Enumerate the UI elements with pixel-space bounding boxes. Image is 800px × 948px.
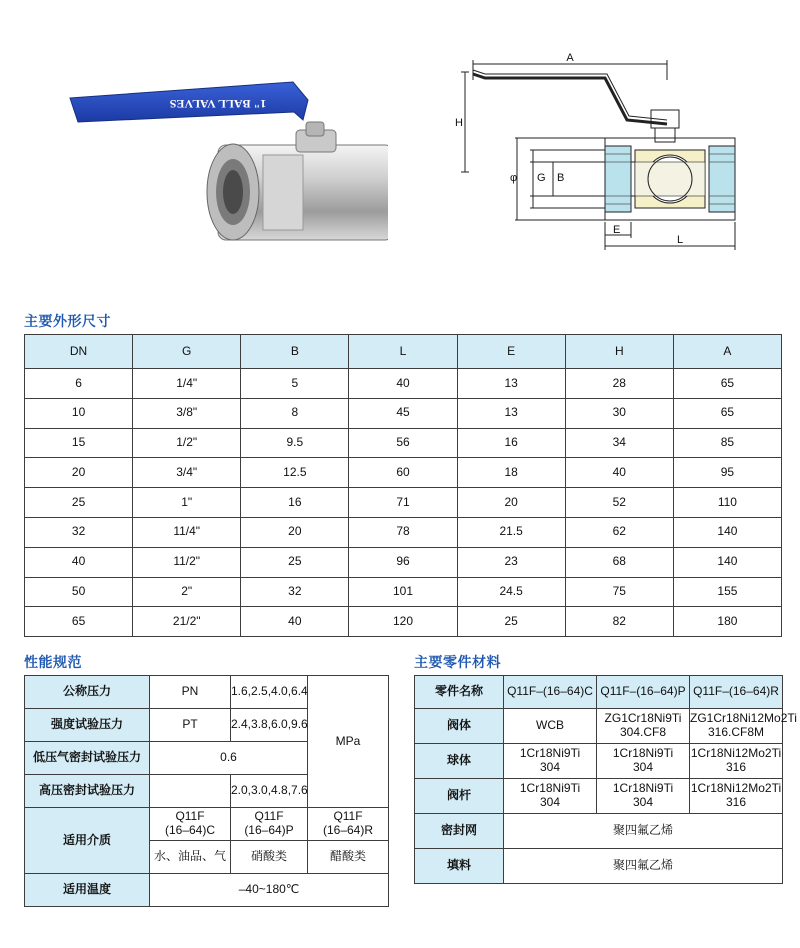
nominal-pressure-values: 1.6,2.5,4.0,6.4 (231, 676, 308, 709)
mat-section-title: 主要零件材料 (414, 655, 501, 671)
label-phi: φ (510, 172, 518, 184)
dims-cell: 110 (673, 488, 781, 518)
strength-test-symbol: PT (150, 709, 231, 742)
mat-header: 零件名称 (415, 676, 504, 709)
temperature-label: 适用温度 (25, 874, 150, 907)
label-L: L (677, 234, 684, 246)
dimensions-table (24, 334, 782, 637)
dims-cell: 12.5 (241, 458, 349, 488)
dims-cell: 23 (457, 547, 565, 577)
dims-cell: 65 (25, 607, 133, 637)
dims-cell: 52 (565, 488, 673, 518)
dims-cell: 155 (673, 577, 781, 607)
mat-header: Q11F–(16–64)P (597, 676, 690, 709)
medium-value: 水、油品、气 (150, 841, 231, 874)
ball-valve-photo (58, 60, 388, 250)
medium-model: Q11F (16–64)P (231, 808, 308, 841)
dims-cell: 21.5 (457, 517, 565, 547)
dims-cell: 40 (565, 458, 673, 488)
handle-text: 1" BALL VALVES (169, 97, 267, 111)
material-cell: 1Cr18Ni12Mo2Ti 316 (690, 744, 783, 779)
dims-cell: 82 (565, 607, 673, 637)
material-cell: 1Cr18Ni9Ti 304 (504, 779, 597, 814)
material-cell: 1Cr18Ni9Ti 304 (597, 779, 690, 814)
dims-cell: 78 (349, 517, 457, 547)
dims-cell: 20 (241, 517, 349, 547)
dims-cell: 75 (565, 577, 673, 607)
dims-cell: 25 (25, 488, 133, 518)
dims-header: DN (25, 335, 133, 369)
dims-cell: 28 (565, 369, 673, 399)
nominal-pressure-label: 公称压力 (25, 676, 150, 709)
dims-cell: 21/2" (133, 607, 241, 637)
medium-model: Q11F (16–64)C (150, 808, 231, 841)
part-name: 阀体 (415, 709, 504, 744)
dims-cell: 40 (349, 369, 457, 399)
strength-test-label: 强度试验压力 (25, 709, 150, 742)
material-cell: 1Cr18Ni9Ti 304 (504, 744, 597, 779)
table-row (25, 428, 782, 458)
dims-cell: 3/8" (133, 398, 241, 428)
label-H: H (455, 117, 463, 129)
dims-cell: 62 (565, 517, 673, 547)
table-row (25, 577, 782, 607)
part-name: 阀杆 (415, 779, 504, 814)
seal-value: 聚四氟乙烯 (504, 814, 783, 849)
dims-header: G (133, 335, 241, 369)
dims-cell: 1/2" (133, 428, 241, 458)
mat-header: Q11F–(16–64)R (690, 676, 783, 709)
label-A: A (566, 52, 574, 64)
dims-cell: 140 (673, 547, 781, 577)
dims-cell: 180 (673, 607, 781, 637)
dims-cell: 16 (457, 428, 565, 458)
medium-value: 醋酸类 (308, 841, 389, 874)
dims-cell: 85 (673, 428, 781, 458)
strength-test-values: 2.4,3.8,6.0,9.6 (231, 709, 308, 742)
dims-cell: 60 (349, 458, 457, 488)
material-cell: 1Cr18Ni9Ti 304 (597, 744, 690, 779)
dims-cell: 9.5 (241, 428, 349, 458)
perf-section-title: 性能规范 (24, 655, 82, 671)
dims-cell: 13 (457, 398, 565, 428)
packing-value: 聚四氟乙烯 (504, 849, 783, 884)
table-row (25, 458, 782, 488)
dims-cell: 101 (349, 577, 457, 607)
medium-value: 硝酸类 (231, 841, 308, 874)
label-B: B (557, 172, 565, 184)
dims-cell: 71 (349, 488, 457, 518)
table-row (25, 398, 782, 428)
dims-cell: 6 (25, 369, 133, 399)
medium-label: 适用介质 (25, 808, 150, 874)
dims-cell: 50 (25, 577, 133, 607)
label-E: E (613, 224, 621, 236)
dims-cell: 18 (457, 458, 565, 488)
low-pressure-seal-value: 0.6 (150, 742, 308, 775)
nominal-pressure-symbol: PN (150, 676, 231, 709)
empty-cell (150, 775, 231, 808)
dims-cell: 25 (241, 547, 349, 577)
packing-label: 填料 (415, 849, 504, 884)
dims-header: L (349, 335, 457, 369)
dims-cell: 25 (457, 607, 565, 637)
dims-cell: 34 (565, 428, 673, 458)
dims-cell: 1/4" (133, 369, 241, 399)
dims-cell: 140 (673, 517, 781, 547)
part-name: 球体 (415, 744, 504, 779)
material-cell: 1Cr18Ni12Mo2Ti 316 (690, 779, 783, 814)
dims-header: A (673, 335, 781, 369)
dims-cell: 32 (241, 577, 349, 607)
dims-cell: 20 (25, 458, 133, 488)
table-row (415, 709, 783, 744)
dims-section-title: 主要外形尺寸 (24, 314, 111, 330)
material-cell: WCB (504, 709, 597, 744)
table-row (25, 547, 782, 577)
high-pressure-seal-values: 2.0,3.0,4.8,7.6 (231, 775, 308, 808)
materials-table (414, 675, 797, 884)
dims-cell: 32 (25, 517, 133, 547)
dims-header: E (457, 335, 565, 369)
performance-table (24, 675, 389, 907)
dims-header: H (565, 335, 673, 369)
dims-cell: 24.5 (457, 577, 565, 607)
table-row (415, 779, 783, 814)
dims-cell: 13 (457, 369, 565, 399)
dims-header: B (241, 335, 349, 369)
dims-cell: 16 (241, 488, 349, 518)
dims-cell: 56 (349, 428, 457, 458)
dims-cell: 5 (241, 369, 349, 399)
dims-cell: 20 (457, 488, 565, 518)
material-cell: ZG1Cr18Ni12Mo2Ti 316.CF8M (690, 709, 783, 744)
label-G: G (537, 172, 546, 184)
dims-cell: 11/2" (133, 547, 241, 577)
dims-cell: 15 (25, 428, 133, 458)
dims-cell: 40 (25, 547, 133, 577)
dims-cell: 1" (133, 488, 241, 518)
temperature-value: –40~180℃ (150, 874, 389, 907)
material-cell: ZG1Cr18Ni9Ti 304.CF8 (597, 709, 690, 744)
dims-cell: 45 (349, 398, 457, 428)
dims-cell: 96 (349, 547, 457, 577)
pressure-unit: MPa (308, 676, 389, 808)
high-pressure-seal-label: 高压密封试验压力 (25, 775, 150, 808)
table-row (415, 744, 783, 779)
table-row (25, 488, 782, 518)
medium-model: Q11F (16–64)R (308, 808, 389, 841)
dims-cell: 2" (133, 577, 241, 607)
valve-dimension-drawing (455, 50, 755, 260)
dims-cell: 68 (565, 547, 673, 577)
seal-label: 密封网 (415, 814, 504, 849)
table-row (25, 607, 782, 637)
dims-cell: 40 (241, 607, 349, 637)
table-row (25, 517, 782, 547)
dims-cell: 65 (673, 398, 781, 428)
dims-cell: 8 (241, 398, 349, 428)
dims-cell: 30 (565, 398, 673, 428)
dims-cell: 65 (673, 369, 781, 399)
dims-cell: 10 (25, 398, 133, 428)
table-row (25, 369, 782, 399)
dims-cell: 120 (349, 607, 457, 637)
dims-cell: 3/4" (133, 458, 241, 488)
low-pressure-seal-label: 低压气密封试验压力 (25, 742, 150, 775)
mat-header: Q11F–(16–64)C (504, 676, 597, 709)
dims-cell: 11/4" (133, 517, 241, 547)
dims-cell: 95 (673, 458, 781, 488)
